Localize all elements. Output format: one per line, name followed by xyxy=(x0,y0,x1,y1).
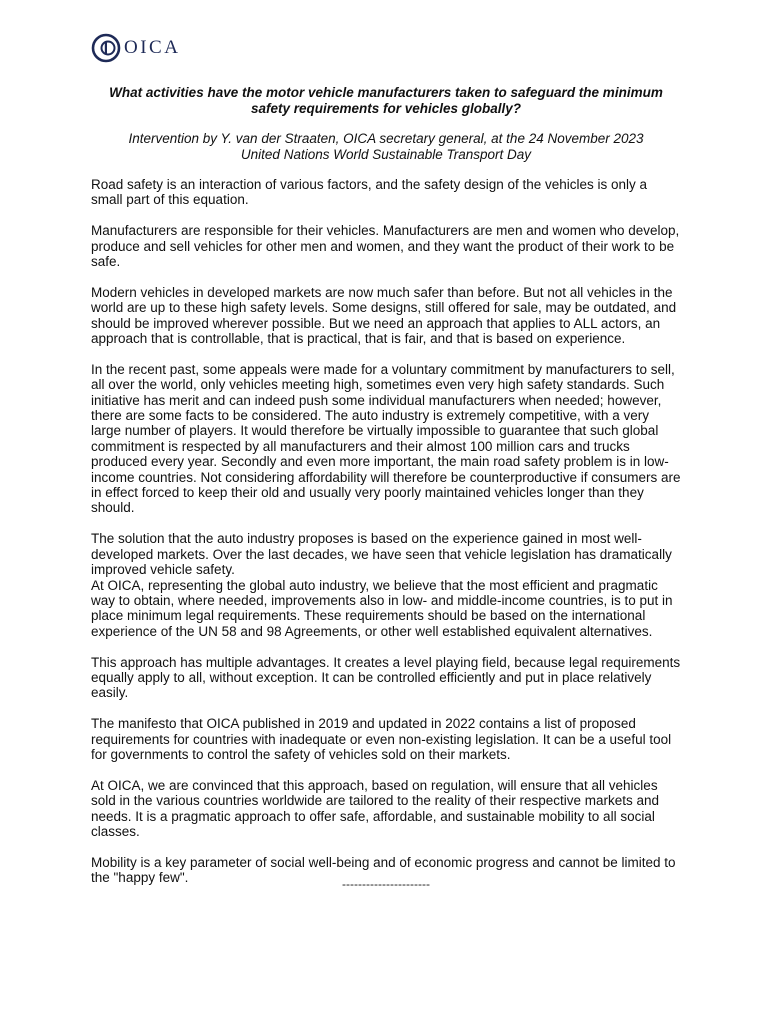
paragraph-industry-solution: The solution that the auto industry proposes is based on the experience gained in most well-developed markets. Over the last decades, we have seen that vehicle legislation has dramatically improved vehicle safety. xyxy=(91,531,672,578)
paragraph-manifesto: The manifesto that OICA published in 2019 and updated in 2022 contains a list of proposed requirements for countries with inadequate or even non-existing legislation. It can be a useful tool for governments to control the safety of vehicles sold on their markets. xyxy=(91,716,672,762)
end-separator: ---------------------- xyxy=(342,876,430,891)
document-subtitle xyxy=(91,131,681,162)
title-line-2: safety requirements for vehicles globally? xyxy=(250,100,522,116)
paragraph-advantages: This approach has multiple advantages. It creates a level playing field, because legal requirements equally apply to all, without exception. It can be controlled efficiently and put in place relatively easily. xyxy=(91,654,681,701)
document-body xyxy=(91,85,681,890)
document-title xyxy=(91,85,681,116)
paragraph-road-safety: Road safety is an interaction of various factors, and the safety design of the vehicles is only a small part of this equation. xyxy=(91,177,648,208)
paragraph-regulation: At OICA, we are convinced that this approach, based on regulation, will ensure that all vehicles sold in the various countries worldwide are tailored to the reality of their respective markets and needs. It is a pragmatic approach to offer safe, affordable, and sustainable mobility to all social classes. xyxy=(91,777,660,839)
subtitle-line-1: Intervention by Y. van der Straaten, OICA secretary general, at the 24 November 2023 xyxy=(128,131,644,146)
logo-text: OICA xyxy=(124,37,181,58)
oica-emblem-icon xyxy=(91,33,121,63)
paragraph-manufacturers: Manufacturers are responsible for their vehicles. Manufacturers are men and women who develop, produce and sell vehicles for other men and women, and they want the product of their work to be safe. xyxy=(91,223,680,270)
paragraph-mobility: Mobility is a key parameter of social well-being and of economic progress and cannot be limited to the "happy few". xyxy=(91,854,676,886)
paragraph-modern-vehicles: Modern vehicles in developed markets are now much safer than before. But not all vehicles in the world are up to these high safety levels. Some designs, still offered for sale, may be outdated, and should be improved wherever possible. But we need an approach that applies to ALL actors, an approach that is controllable, that is practical, that is fair, and that is based on experience. xyxy=(91,284,677,347)
oica-logo xyxy=(91,31,180,65)
paragraph-oica-belief: At OICA, representing the global auto industry, we believe that the most efficient and pragmatic way to obtain, where needed, improvements also in low- and middle-income countries, is to put in place minimum legal requirements. These requirements should be based on the international experience of the UN 58 and 98 Agreements, or other well established equivalent alternatives. xyxy=(91,577,673,639)
subtitle-line-2: United Nations World Sustainable Transport Day xyxy=(240,146,532,162)
paragraph-voluntary-commitment: In the recent past, some appeals were made for a voluntary commitment by manufacturers to sell, all over the world, only vehicles meeting high, sometimes even very high safety standards. Such initiative has merit and can indeed push some individual manufacturers when needed; however, there are some facts to be considered. The auto industry is extremely competitive, with a very large number of players. It would therefore be virtually impossible to guarantee that such global commitment is respected by all manufacturers and their almost 100 million cars and trucks produced every year. Secondly and even more important, the main road safety problem is in low-income countries. Not considering affordability will therefore be counterproductive if consumers are in effect forced to keep their old and usually very poorly maintained vehicles longer than they should. xyxy=(91,361,681,516)
title-line-1: What activities have the motor vehicle manufacturers taken to safeguard the minimum xyxy=(109,85,663,100)
